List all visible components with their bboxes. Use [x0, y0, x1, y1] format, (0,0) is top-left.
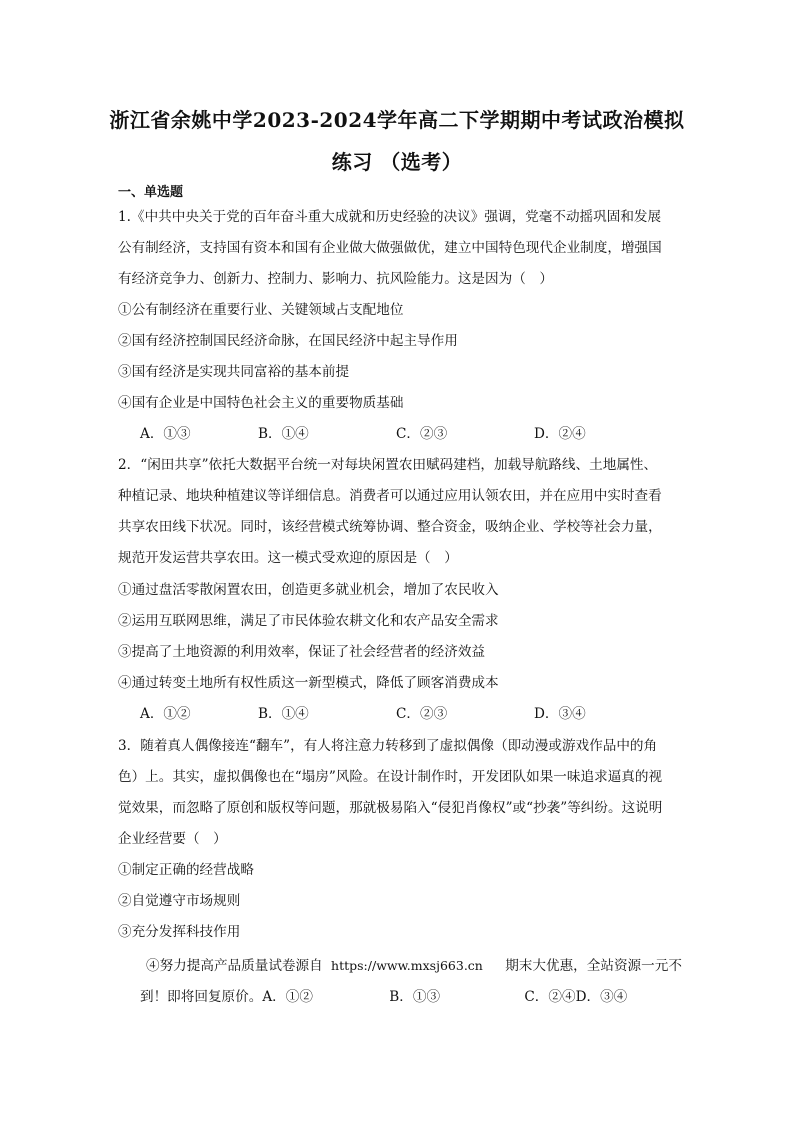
- q3-option-a: A．①②: [262, 989, 313, 1005]
- ad-text: 期末大优惠，全站资源一元不: [505, 958, 682, 974]
- q1-options: [140, 424, 660, 444]
- q3-stem-line: 觉效果，而忽略了原创和版权等问题，那就极易陷入“侵犯肖像权”或“抄袭”等纠纷。这说明: [118, 800, 663, 816]
- q2-item: ②运用互联网思维，满足了市民体验农耕文化和农产品安全需求: [118, 613, 499, 629]
- q2-option-b: B．①④: [258, 706, 309, 722]
- q3-stem-line: 企业经营要（ ）: [118, 831, 227, 847]
- q2-stem-line: 种植记录、地块种植建议等详细信息。消费者可以通过应用认领农田，并在应用中实时查看: [118, 488, 662, 504]
- q2-option-c: C．②③: [396, 706, 448, 722]
- q1-item: ②国有经济控制国民经济命脉，在国民经济中起主导作用: [118, 333, 458, 349]
- q3-item: ②自觉遵守市场规则: [118, 893, 241, 909]
- q2-option-d: D．③④: [534, 706, 586, 722]
- q3-option-d: D．③④: [575, 989, 628, 1005]
- page-title-line1: 浙江省余姚中学2023-2024学年高二下学期期中考试政治模拟: [109, 108, 685, 132]
- q2-item: ③提高了土地资源的利用效率，保证了社会经营者的经济效益: [118, 644, 486, 660]
- q2-stem-line: 共享农田线下状况。同时，该经营模式统筹协调、整合资金，吸纳企业、学校等社会力量，: [118, 519, 662, 535]
- q3-item4-prefix: ④努力提高产品质量试卷源自: [146, 958, 323, 974]
- ad-link[interactable]: https://www.mxsj663.cn: [331, 958, 483, 973]
- q1-option-a: A．①③: [140, 426, 191, 442]
- page-title-line2: 练习 （选考）: [331, 150, 463, 174]
- q1-stem-line: 1.《中共中央关于党的百年奋斗重大成就和历史经验的决议》强调，党毫不动摇巩固和发展: [118, 209, 662, 225]
- q3-item4-with-ad: [146, 956, 706, 976]
- q1-item: ①公有制经济在重要行业、关键领域占支配地位: [118, 302, 404, 318]
- section-heading: 一、单选题: [118, 185, 184, 200]
- q3-ad-line2-options: [140, 987, 700, 1007]
- q1-option-b: B．①④: [258, 426, 309, 442]
- q2-item: ④通过转变土地所有权性质这一新型模式，降低了顾客消费成本: [118, 675, 499, 691]
- q1-item: ④国有企业是中国特色社会主义的重要物质基础: [118, 395, 404, 411]
- q2-item: ①通过盘活零散闲置农田，创造更多就业机会，增加了农民收入: [118, 582, 499, 598]
- q3-option-b: B．①③: [389, 989, 441, 1005]
- q1-stem-line: 有经济竞争力、创新力、控制力、影响力、抗风险能力。这是因为（ ）: [118, 271, 553, 287]
- q3-option-c: C．②④: [524, 989, 576, 1005]
- q3-item: ③充分发挥科技作用: [118, 924, 241, 940]
- q1-option-c: C．②③: [396, 426, 448, 442]
- ad-text-continued: 到！即将回复原价。: [140, 989, 263, 1005]
- q2-options: [140, 704, 660, 724]
- q3-stem-line: 3．随着真人偶像接连“翻车”，有人将注意力转移到了虚拟偶像（即动漫或游戏作品中的角: [118, 738, 658, 754]
- q2-stem-line: 2．“闲田共享”依托大数据平台统一对每块闲置农田赋码建档，加载导航路线、土地属性、: [118, 457, 658, 473]
- q3-item: ①制定正确的经营战略: [118, 862, 254, 878]
- q1-option-d: D．②④: [534, 426, 586, 442]
- q2-option-a: A．①②: [140, 706, 191, 722]
- q3-stem-line: 色）上。其实，虚拟偶像也在“塌房”风险。在设计制作时，开发团队如果一味追求逼真的视: [118, 769, 663, 785]
- q1-stem-line: 公有制经济，支持国有资本和国有企业做大做强做优，建立中国特色现代企业制度，增强国: [118, 240, 662, 256]
- q1-item: ③国有经济是实现共同富裕的基本前提: [118, 364, 350, 380]
- q2-stem-line: 规范开发运营共享农田。这一模式受欢迎的原因是（ ）: [118, 550, 458, 566]
